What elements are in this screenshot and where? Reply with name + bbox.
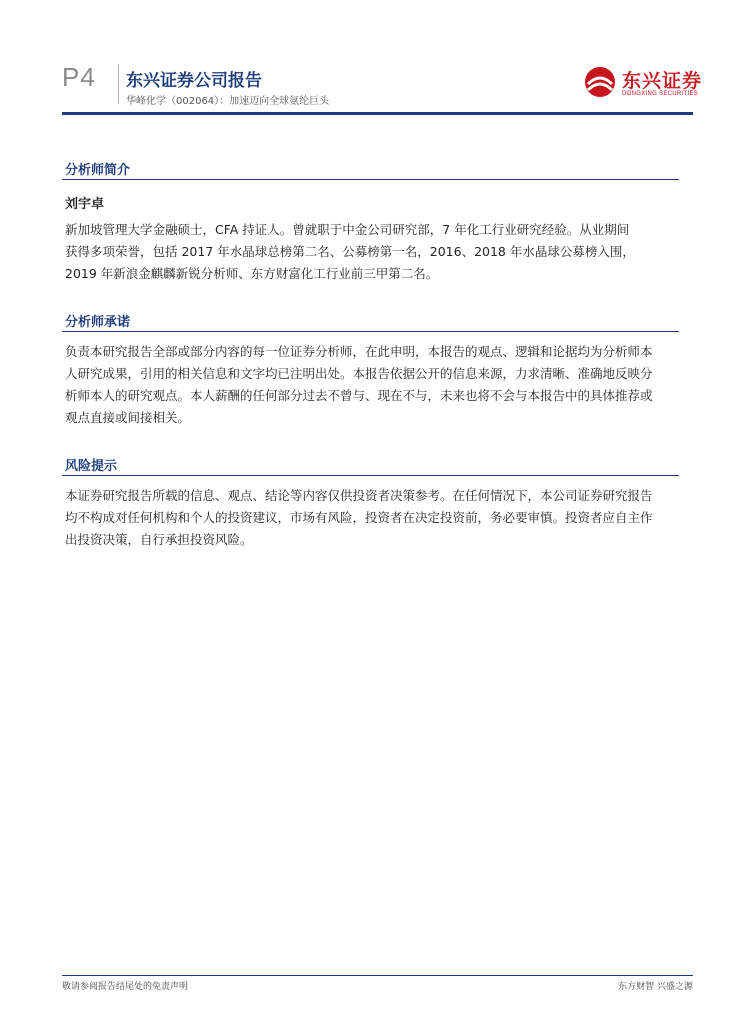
text-line: 负责本研究报告全部或部分内容的每一位证券分析师，在此申明，本报告的观点、逻辑和论据均为分析师本 — [65, 344, 653, 359]
page-number: P4 — [62, 62, 96, 92]
footer-rule — [62, 975, 693, 976]
analyst-bio — [65, 219, 693, 285]
section-title-risk-warning: 风险提示 — [65, 459, 118, 474]
section-title-analyst-commitment: 分析师承诺 — [65, 315, 131, 330]
text-line: 出投资决策，自行承担投资风险。 — [65, 532, 253, 547]
text-line: 2019 年新浪金麒麟新锐分析师、东方财富化工行业前三甲第二名。 — [65, 266, 439, 281]
text-line: 析师本人的研究观点。本人薪酬的任何部分过去不曾与、现在不与，未来也将不会与本报告中的具体推荐或 — [65, 388, 653, 403]
logo-english: DONGXING SECURITIES — [622, 91, 699, 97]
text-line: 人研究成果，引用的相关信息和文字均已注明出处。本报告依据公开的信息来源，力求清晰、准确地反映分 — [65, 366, 653, 381]
section-title-analyst-profile: 分析师简介 — [65, 163, 131, 178]
section-rule — [62, 475, 679, 476]
text-line: 获得多项荣誉，包括 2017 年水晶球总榜第二名、公募榜第一名，2016、2018 年水晶球公募榜入围， — [65, 244, 635, 259]
report-subtitle: 华峰化学（002064）：加速迈向全球氨纶巨头 — [126, 96, 330, 107]
text-line: 均不构成对任何机构和个人的投资建议，市场有风险，投资者在决定投资前，务必要审慎。投资者应自主作 — [65, 510, 653, 525]
text-line: 观点直接或间接相关。 — [65, 410, 191, 425]
header-rule — [62, 112, 693, 115]
footer-disclaimer-note: 敬请参阅报告结尾处的免责声明 — [62, 982, 189, 992]
section-rule — [62, 331, 679, 332]
report-title: 东兴证券公司报告 — [126, 71, 262, 91]
footer-slogan: 东方财智 兴盛之源 — [618, 982, 693, 992]
risk-warning-text — [65, 485, 693, 551]
header-divider — [118, 64, 119, 104]
text-line: 本证券研究报告所载的信息、观点、结论等内容仅供投资者决策参考。在任何情况下，本公司证券研究报告 — [65, 488, 653, 503]
section-rule — [62, 179, 679, 180]
analyst-name: 刘宇卓 — [65, 197, 105, 212]
logo-wordmark: 东兴证券 — [622, 70, 703, 92]
analyst-commitment-text — [65, 341, 693, 429]
text-line: 新加坡管理大学金融硕士，CFA 持证人。曾就职于中金公司研究部，7 年化工行业研究经验。从业期间 — [65, 222, 630, 237]
